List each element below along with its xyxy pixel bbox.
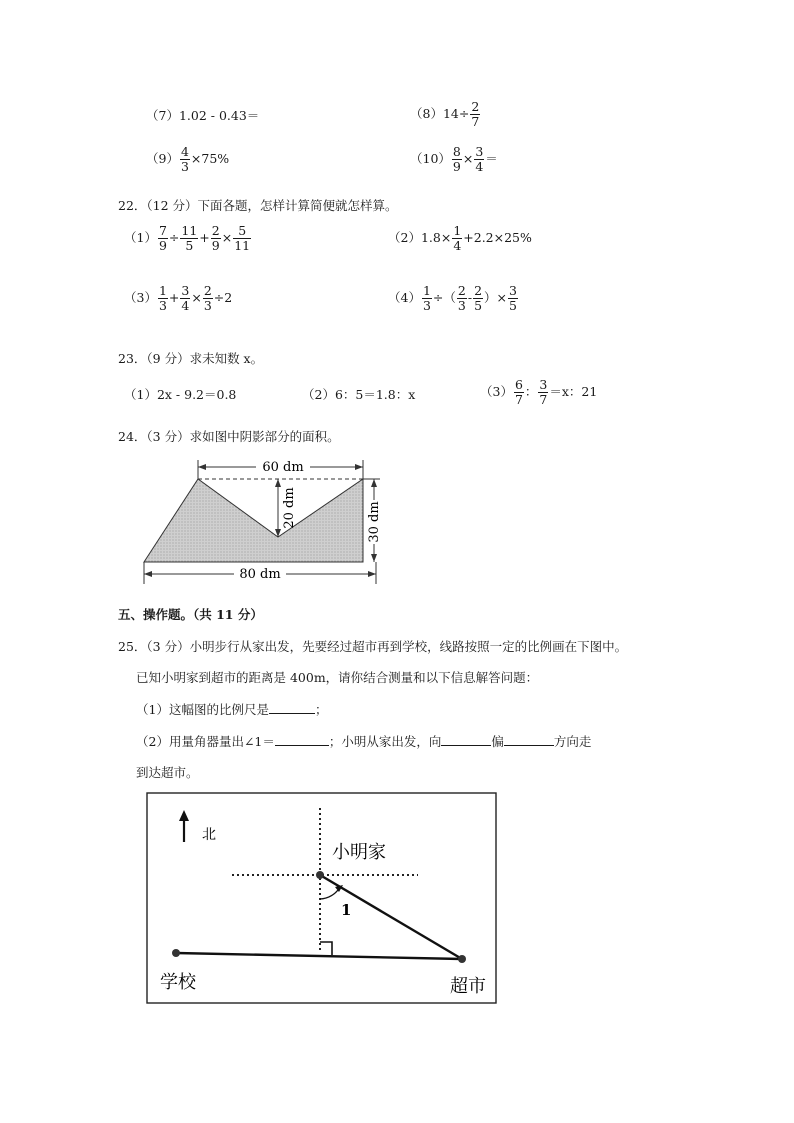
expr: 1.02 - 0.43＝: [178, 108, 260, 123]
height-arrow-top: [275, 479, 281, 487]
q21-p7: [146, 106, 259, 124]
q24-title: 24．（3 分）求如图中阴影部分的面积。: [118, 429, 340, 444]
q25-line2: 已知小明家到超市的距离是 400m，请你结合测量和以下信息解答问题：: [136, 670, 539, 685]
section5-title: 五、操作题。（共 11 分）: [118, 607, 263, 622]
school-label: 学校: [160, 972, 196, 993]
side-arrow-top: [371, 479, 377, 487]
bottom-arrow-right: [368, 571, 376, 577]
q21-p9: [146, 145, 229, 174]
q22-p3: （3） $\frac{1}{3}$ + $\frac{3}{4}$ × $\frac{2}{3}$ ÷2: [124, 283, 233, 313]
top-arrow-left: [198, 464, 206, 470]
q22-p2: （2）1.8× $\frac{1}{4}$ +2.2×25%: [388, 223, 532, 253]
q25-sub2-line2: 到达超市。: [136, 765, 199, 780]
q24-figure: [136, 452, 386, 592]
top-arrow-right: [355, 464, 363, 470]
q23-p2: （2）6：5＝1.8：x: [302, 387, 416, 402]
market-point: [458, 955, 466, 963]
q23-p1: （1）2x - 9.2＝0.8: [124, 387, 237, 402]
height-label: 20 dm: [282, 487, 297, 529]
answer-blank-scale[interactable]: [269, 701, 315, 714]
q22-title: 22．（12 分）下面各题，怎样计算简便就怎样算。: [118, 198, 398, 213]
answer-blank-direction2[interactable]: [504, 733, 554, 746]
label: （10）: [410, 151, 451, 166]
fraction: $\frac{8}{9}$: [452, 144, 461, 174]
q23-p3: （3） $\frac{6}{7}$ ： $\frac{3}{7}$ ＝x：21: [480, 377, 598, 407]
shaded-region: [144, 479, 363, 562]
answer-blank-direction1[interactable]: [441, 733, 491, 746]
q25-sub2: （2）用量角器量出∠1＝ ；小明从家出发，向 偏 方向走: [136, 734, 592, 749]
side-dim-label: 30 dm: [367, 501, 382, 543]
north-label: 北: [202, 827, 216, 843]
side-arrow-bottom: [371, 554, 377, 562]
q21-p8: [410, 100, 481, 129]
fraction: $\frac{4}{3}$: [180, 144, 189, 174]
bottom-dim-label: 80 dm: [239, 567, 281, 582]
bottom-arrow-left: [144, 571, 152, 577]
q22-p1: （1） $\frac{7}{9}$ ÷ $\frac{11}{5}$ + $\frac{2}{9}$ × $\frac{5}{11}$: [124, 223, 251, 253]
q22-p4: （4） $\frac{1}{3}$ ÷（ $\frac{2}{3}$ - $\frac{2}{5}$ ）× $\frac{3}{5}$: [388, 283, 517, 313]
q25-line1: 25．（3 分）小明步行从家出发，先要经过超市再到学校，线路按照一定的比例画在下图中。: [118, 639, 628, 654]
fraction: $\frac{2}{7}$: [471, 99, 480, 129]
home-label: 小明家: [332, 842, 386, 863]
q23-title: 23．（9 分）求未知数 x。: [118, 351, 264, 366]
map-border: [147, 793, 496, 1003]
label: （7）: [146, 108, 179, 123]
post: ×75%: [190, 151, 230, 166]
label: （9）: [146, 151, 179, 166]
label: （8）: [410, 106, 443, 121]
home-point: [316, 871, 324, 879]
pre: 14÷: [442, 106, 470, 121]
q25-sub1: （1）这幅图的比例尺是 ；: [136, 702, 328, 717]
school-point: [172, 949, 180, 957]
market-label: 超市: [450, 976, 486, 997]
answer-blank-angle[interactable]: [275, 733, 329, 746]
q25-map: [146, 792, 498, 1004]
angle-label: 1: [341, 901, 352, 919]
q21-p10: （10） $\frac{8}{9}$ × $\frac{3}{4}$ ＝: [410, 144, 498, 174]
top-dim-label: 60 dm: [262, 460, 304, 475]
fraction: $\frac{3}{4}$: [475, 144, 484, 174]
